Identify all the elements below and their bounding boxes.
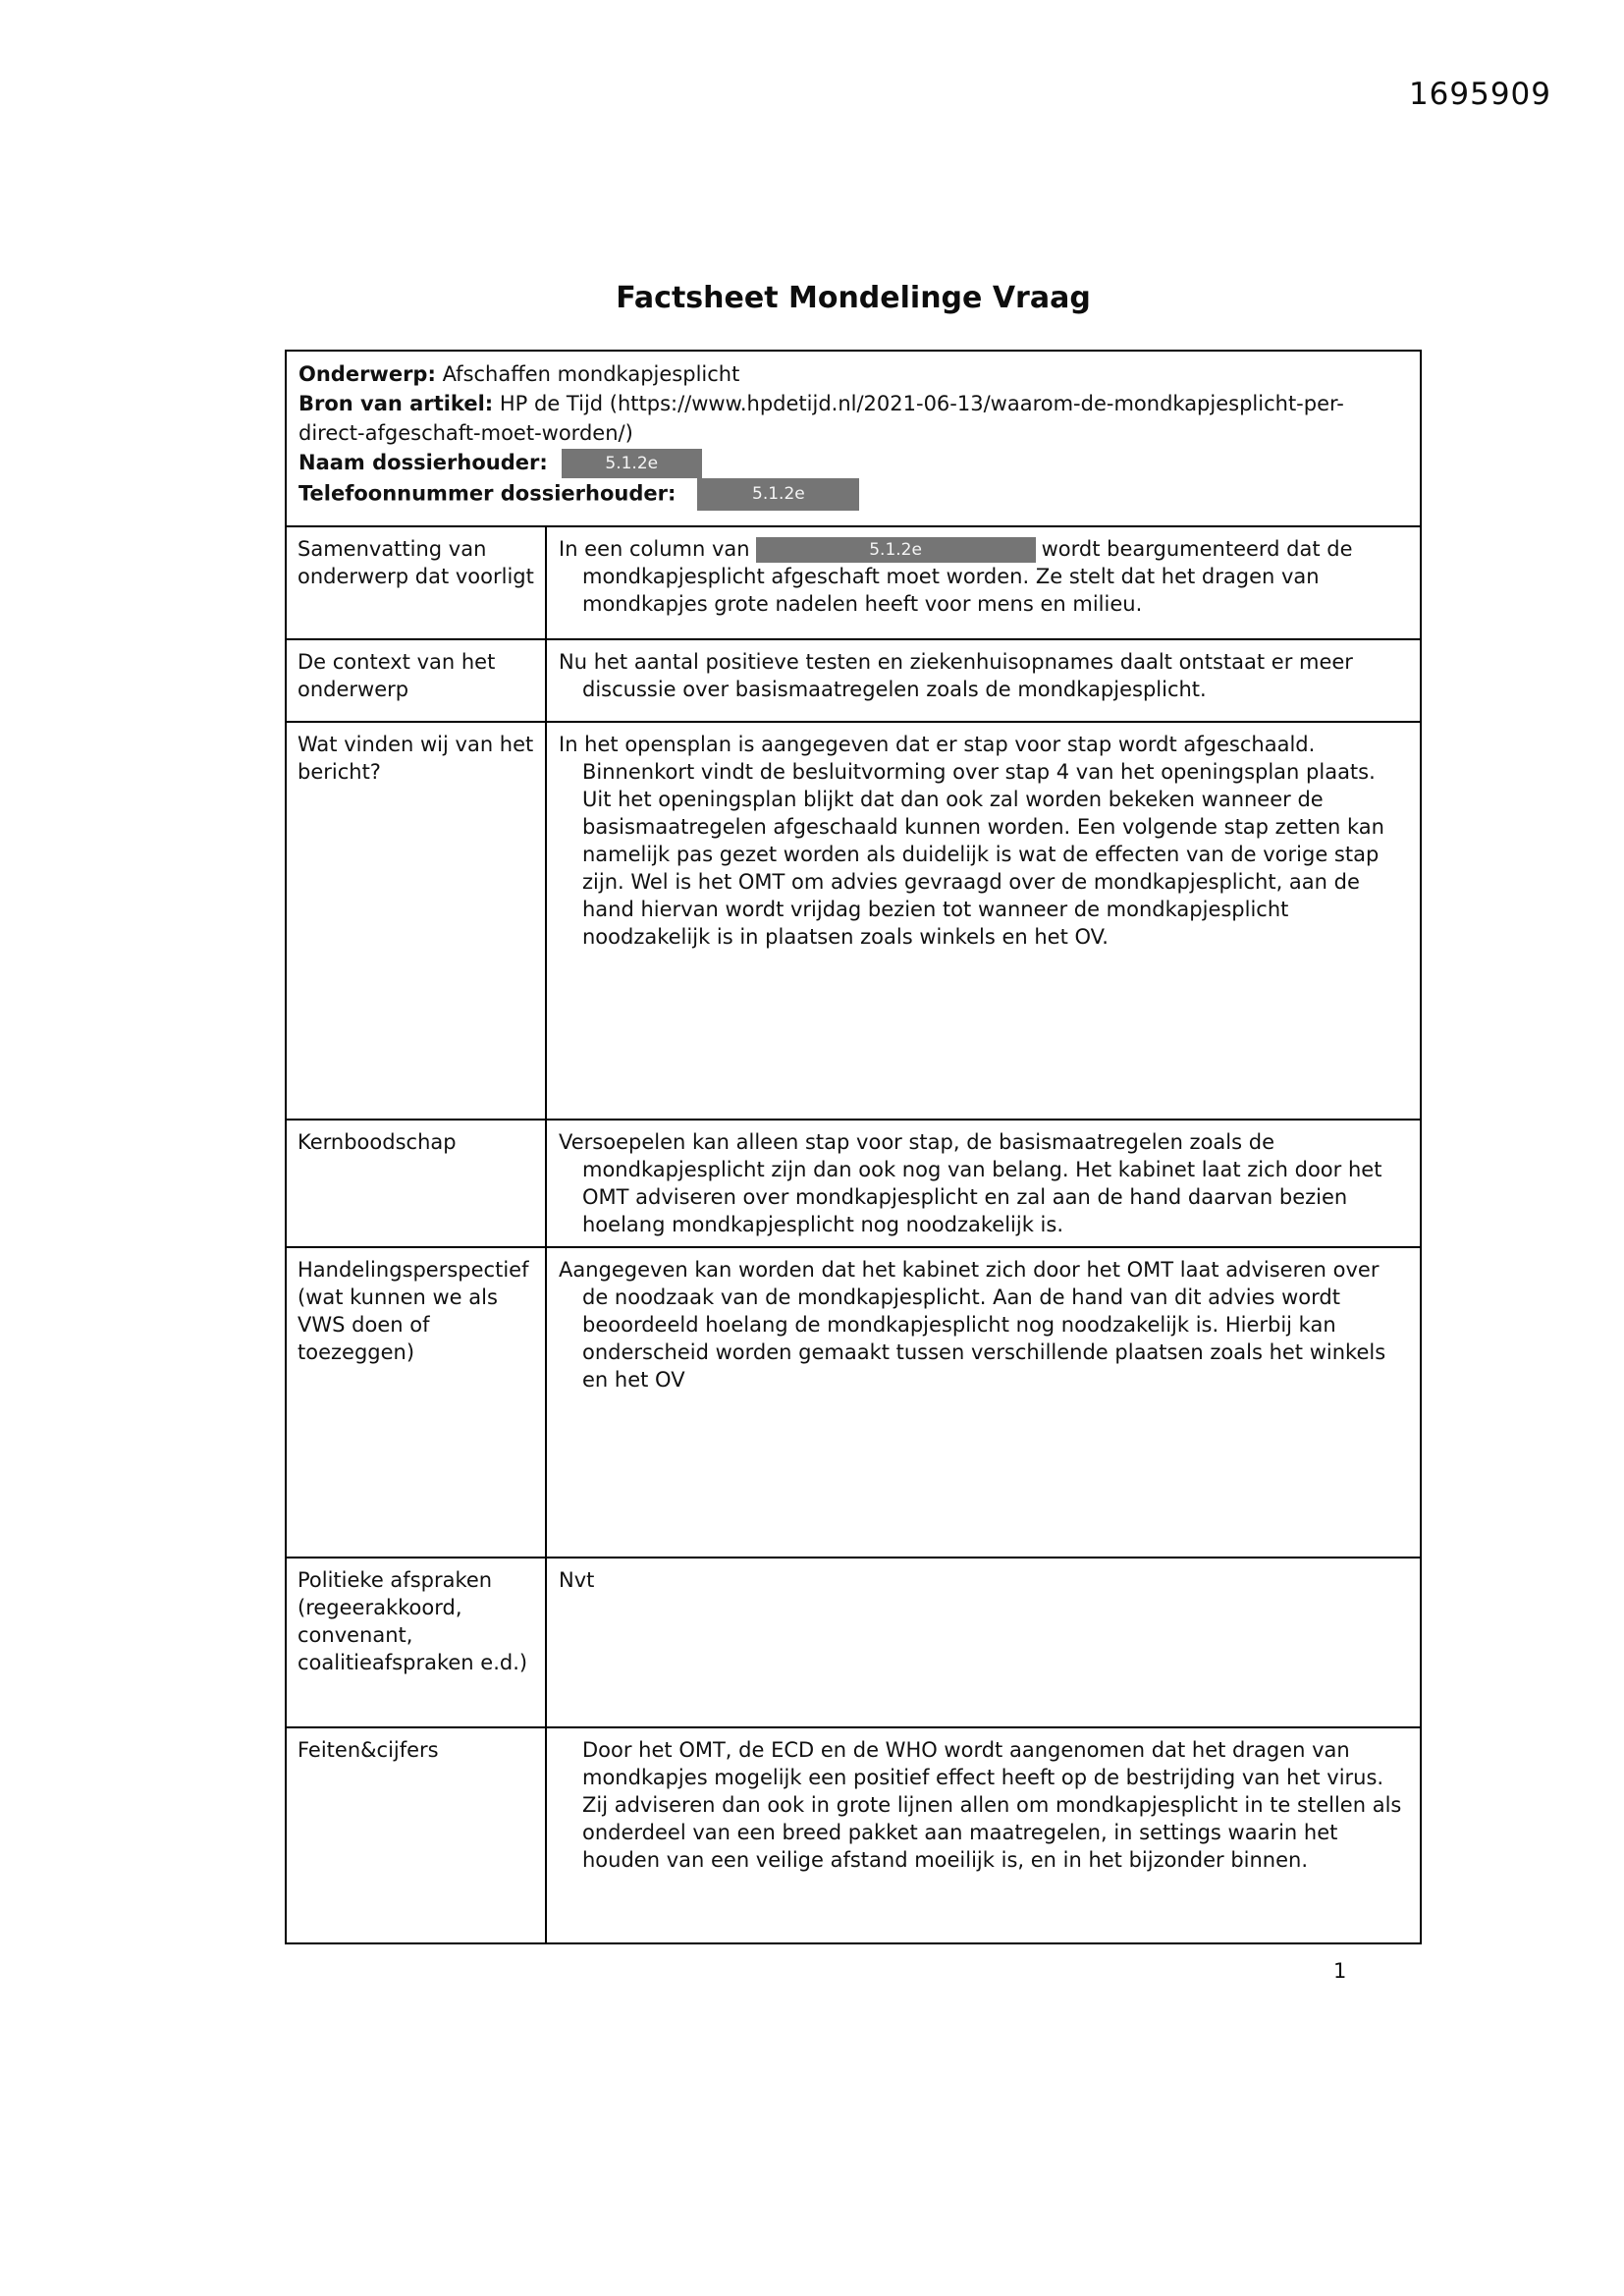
- row-label: Kernboodschap: [287, 1121, 547, 1246]
- field-telefoon-label: Telefoonnummer dossierhouder:: [298, 481, 677, 506]
- row-content: [547, 527, 1420, 638]
- document-id-stamp: 1695909: [1408, 77, 1551, 112]
- row-content: [547, 1558, 1420, 1726]
- row-content: [547, 640, 1420, 721]
- factsheet-table: [285, 350, 1422, 1944]
- row-label: Samenvatting van onderwerp dat voorligt: [287, 527, 547, 638]
- row-kernboodschap: [287, 1119, 1420, 1246]
- row-content: [547, 1121, 1420, 1246]
- row-label: De context van het onderwerp: [287, 640, 547, 721]
- row-handelingsperspectief: [287, 1246, 1420, 1557]
- row-label: Handelingsperspectief (wat kunnen we als VWS doen of toezeggen): [287, 1248, 547, 1557]
- content-paragraph: Door het OMT, de ECD en de WHO wordt aangenomen dat het dragen van mondkapjes mogelijk een positief effect heeft op de bestrijding van het virus. Zij adviseren dan ook in grote lijnen allen om mondkapjesplicht in te stellen als onderdeel van een breed pakket aan maatregelen, in settings waarin het houden van een veilige afstand moeilijk is, en in het bijzonder binnen.: [582, 1738, 1402, 1872]
- content-paragraph: [559, 535, 1410, 618]
- row-feiten-cijfers: [287, 1726, 1420, 1942]
- content-paragraph: Versoepelen kan alleen stap voor stap, de basismaatregelen zoals de mondkapjesplicht zijn dan ook nog van belang. Het kabinet laat zich door het OMT adviseren over mondkapjesplicht en zal aan de hand daarvan bezien hoelang mondkapjesplicht nog noodzakelijk is.: [559, 1130, 1382, 1236]
- content-paragraph: Nvt: [559, 1568, 595, 1592]
- content-paragraph: Nu het aantal positieve testen en ziekenhuisopnames daalt ontstaat er meer discussie over basismaatregelen zoals de mondkapjesplicht.: [559, 650, 1353, 701]
- content-paragraph: In het opensplan is aangegeven dat er stap voor stap wordt afgeschaald. Binnenkort vindt de besluitvorming over stap 4 van het openingsplan plaats. Uit het openingsplan blijkt dat dan ook zal worden bekeken wanneer de basismaatregelen afgeschaald kunnen worden. Een volgende stap zetten kan namelijk pas gezet worden als duidelijk is wat de effecten van de vorige stap zijn. Wel is het OMT om advies gevraagd over de mondkapjesplicht, aan de hand hiervan wordt vrijdag bezien tot wanneer de mondkapjesplicht noodzakelijk is in plaatsen zoals winkels en het OV.: [559, 733, 1384, 949]
- row-label: Politieke afspraken (regeerakkoord, convenant, coalitieafspraken e.d.): [287, 1558, 547, 1726]
- content-before-redaction: In een column van: [559, 537, 750, 561]
- field-bron-label: Bron van artikel:: [298, 392, 494, 415]
- row-content: [547, 1728, 1420, 1942]
- field-onderwerp-value: Afschaffen mondkapjesplicht: [442, 362, 740, 386]
- row-content: [547, 723, 1420, 1119]
- content-after-redaction: wordt beargumenteerd dat de mondkapjesplicht afgeschaft moet worden. Ze stelt dat het dragen van mondkapjes grote nadelen heeft voor mens en milieu.: [582, 537, 1353, 616]
- redaction-box: 5.1.2e: [697, 478, 859, 511]
- page-title: Factsheet Mondelinge Vraag: [616, 281, 1091, 315]
- field-telefoonnummer-dossierhouder: [298, 478, 1408, 511]
- redaction-box: 5.1.2e: [756, 537, 1036, 563]
- row-label: Feiten&cijfers: [287, 1728, 547, 1942]
- redaction-box: 5.1.2e: [562, 449, 702, 478]
- row-politieke-afspraken: [287, 1557, 1420, 1726]
- row-wat-vinden-wij: [287, 721, 1420, 1119]
- table-header-block: [287, 352, 1420, 525]
- field-bron-value: HP de Tijd (https://www.hpdetijd.nl/2021-06-13/waarom-de-mondkapjesplicht-per-direct-afgeschaft-moet-worden/): [298, 392, 1344, 445]
- content-paragraph: Aangegeven kan worden dat het kabinet zich door het OMT laat adviseren over de noodzaak van de mondkapjesplicht. Aan de hand van dit advies wordt beoordeeld hoelang de mondkapjesplicht nog noodzakelijk is. Hierbij kan onderscheid worden gemaakt tussen verschillende plaatsen zoals het winkels en het OV: [559, 1258, 1386, 1392]
- field-onderwerp-label: Onderwerp:: [298, 362, 436, 386]
- row-context: [287, 638, 1420, 721]
- row-content: [547, 1248, 1420, 1557]
- page-number: 1: [1333, 1959, 1347, 1983]
- field-bron: [298, 389, 1408, 448]
- field-naam-label: Naam dossierhouder:: [298, 451, 548, 474]
- row-label: Wat vinden wij van het bericht?: [287, 723, 547, 1119]
- field-onderwerp: [298, 359, 1408, 389]
- row-samenvatting: [287, 525, 1420, 638]
- field-naam-dossierhouder: [298, 448, 1408, 478]
